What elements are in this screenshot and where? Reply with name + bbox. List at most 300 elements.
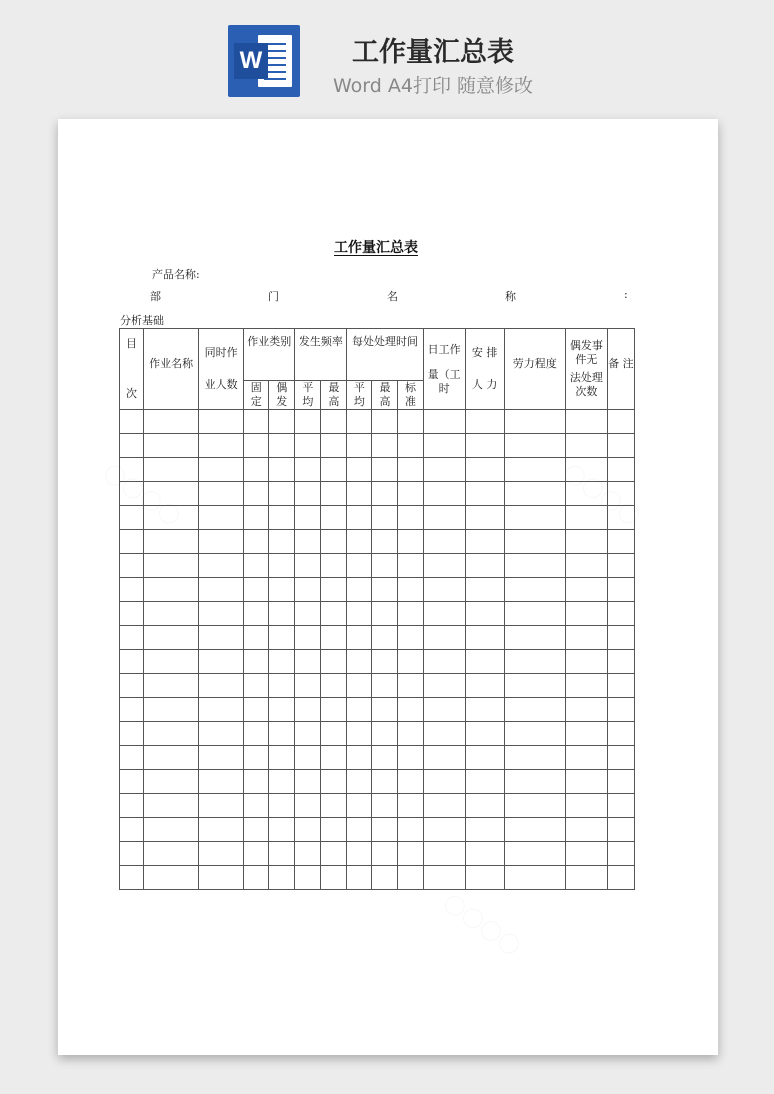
- table-cell[interactable]: [295, 554, 321, 578]
- table-cell[interactable]: [347, 458, 372, 482]
- table-cell[interactable]: [565, 410, 607, 434]
- table-cell[interactable]: [465, 674, 504, 698]
- table-cell[interactable]: [295, 578, 321, 602]
- table-cell[interactable]: [372, 554, 398, 578]
- table-cell[interactable]: [398, 794, 423, 818]
- table-cell[interactable]: [372, 794, 398, 818]
- table-cell[interactable]: [120, 674, 144, 698]
- table-cell[interactable]: [244, 554, 269, 578]
- table-cell[interactable]: [244, 722, 269, 746]
- table-cell[interactable]: [423, 746, 465, 770]
- table-cell[interactable]: [607, 578, 634, 602]
- table-cell[interactable]: [398, 602, 423, 626]
- table-cell[interactable]: [244, 482, 269, 506]
- table-cell[interactable]: [398, 650, 423, 674]
- table-cell[interactable]: [295, 626, 321, 650]
- table-cell[interactable]: [347, 410, 372, 434]
- table-cell[interactable]: [321, 674, 347, 698]
- table-cell[interactable]: [465, 410, 504, 434]
- table-cell[interactable]: [347, 578, 372, 602]
- table-cell[interactable]: [607, 674, 634, 698]
- table-cell[interactable]: [199, 626, 244, 650]
- table-cell[interactable]: [565, 578, 607, 602]
- table-cell[interactable]: [465, 698, 504, 722]
- table-cell[interactable]: [565, 602, 607, 626]
- table-cell[interactable]: [321, 530, 347, 554]
- table-cell[interactable]: [504, 818, 565, 842]
- table-cell[interactable]: [295, 530, 321, 554]
- table-cell[interactable]: [321, 698, 347, 722]
- table-cell[interactable]: [607, 650, 634, 674]
- table-cell[interactable]: [347, 818, 372, 842]
- table-cell[interactable]: [607, 602, 634, 626]
- table-cell[interactable]: [199, 410, 244, 434]
- table-cell[interactable]: [269, 674, 295, 698]
- table-cell[interactable]: [244, 458, 269, 482]
- table-cell[interactable]: [607, 554, 634, 578]
- table-cell[interactable]: [144, 818, 199, 842]
- table-cell[interactable]: [504, 650, 565, 674]
- table-cell[interactable]: [295, 458, 321, 482]
- table-cell[interactable]: [423, 674, 465, 698]
- table-cell[interactable]: [269, 410, 295, 434]
- table-cell[interactable]: [607, 866, 634, 890]
- table-cell[interactable]: [244, 770, 269, 794]
- table-cell[interactable]: [398, 554, 423, 578]
- table-cell[interactable]: [199, 674, 244, 698]
- table-cell[interactable]: [295, 722, 321, 746]
- table-cell[interactable]: [347, 794, 372, 818]
- table-cell[interactable]: [465, 770, 504, 794]
- table-cell[interactable]: [199, 578, 244, 602]
- table-cell[interactable]: [295, 842, 321, 866]
- table-cell[interactable]: [372, 722, 398, 746]
- table-cell[interactable]: [398, 410, 423, 434]
- table-cell[interactable]: [423, 842, 465, 866]
- table-cell[interactable]: [504, 698, 565, 722]
- table-cell[interactable]: [398, 818, 423, 842]
- table-cell[interactable]: [321, 626, 347, 650]
- table-cell[interactable]: [199, 794, 244, 818]
- table-cell[interactable]: [504, 578, 565, 602]
- table-cell[interactable]: [295, 866, 321, 890]
- table-cell[interactable]: [504, 674, 565, 698]
- table-cell[interactable]: [398, 866, 423, 890]
- table-cell[interactable]: [269, 650, 295, 674]
- table-cell[interactable]: [269, 458, 295, 482]
- table-cell[interactable]: [465, 722, 504, 746]
- table-cell[interactable]: [144, 866, 199, 890]
- table-cell[interactable]: [607, 506, 634, 530]
- table-cell[interactable]: [144, 554, 199, 578]
- table-cell[interactable]: [244, 626, 269, 650]
- table-cell[interactable]: [347, 650, 372, 674]
- table-cell[interactable]: [269, 602, 295, 626]
- table-cell[interactable]: [398, 722, 423, 746]
- table-cell[interactable]: [398, 458, 423, 482]
- table-cell[interactable]: [321, 554, 347, 578]
- table-cell[interactable]: [423, 866, 465, 890]
- table-cell[interactable]: [565, 434, 607, 458]
- table-cell[interactable]: [120, 578, 144, 602]
- table-cell[interactable]: [244, 410, 269, 434]
- table-cell[interactable]: [372, 530, 398, 554]
- table-cell[interactable]: [347, 602, 372, 626]
- table-cell[interactable]: [144, 482, 199, 506]
- table-cell[interactable]: [372, 602, 398, 626]
- table-cell[interactable]: [295, 674, 321, 698]
- table-cell[interactable]: [398, 626, 423, 650]
- table-cell[interactable]: [372, 698, 398, 722]
- table-cell[interactable]: [244, 866, 269, 890]
- table-cell[interactable]: [295, 818, 321, 842]
- table-cell[interactable]: [465, 818, 504, 842]
- table-cell[interactable]: [269, 578, 295, 602]
- table-cell[interactable]: [269, 866, 295, 890]
- table-cell[interactable]: [269, 722, 295, 746]
- table-cell[interactable]: [321, 602, 347, 626]
- table-cell[interactable]: [423, 506, 465, 530]
- table-cell[interactable]: [423, 722, 465, 746]
- table-cell[interactable]: [347, 770, 372, 794]
- table-cell[interactable]: [465, 602, 504, 626]
- table-cell[interactable]: [244, 530, 269, 554]
- table-cell[interactable]: [465, 458, 504, 482]
- table-cell[interactable]: [607, 410, 634, 434]
- table-cell[interactable]: [398, 698, 423, 722]
- table-cell[interactable]: [372, 578, 398, 602]
- table-cell[interactable]: [465, 434, 504, 458]
- table-cell[interactable]: [269, 794, 295, 818]
- table-cell[interactable]: [372, 458, 398, 482]
- table-cell[interactable]: [372, 434, 398, 458]
- table-cell[interactable]: [565, 674, 607, 698]
- table-cell[interactable]: [321, 434, 347, 458]
- table-cell[interactable]: [565, 746, 607, 770]
- table-cell[interactable]: [565, 722, 607, 746]
- table-cell[interactable]: [244, 650, 269, 674]
- table-cell[interactable]: [295, 746, 321, 770]
- table-cell[interactable]: [465, 578, 504, 602]
- table-cell[interactable]: [347, 482, 372, 506]
- table-cell[interactable]: [244, 818, 269, 842]
- table-cell[interactable]: [199, 722, 244, 746]
- table-cell[interactable]: [423, 578, 465, 602]
- table-cell[interactable]: [607, 626, 634, 650]
- table-cell[interactable]: [372, 746, 398, 770]
- table-cell[interactable]: [347, 506, 372, 530]
- table-cell[interactable]: [144, 770, 199, 794]
- table-cell[interactable]: [321, 410, 347, 434]
- table-cell[interactable]: [398, 770, 423, 794]
- table-cell[interactable]: [504, 506, 565, 530]
- table-cell[interactable]: [423, 818, 465, 842]
- table-cell[interactable]: [120, 410, 144, 434]
- table-cell[interactable]: [565, 770, 607, 794]
- table-cell[interactable]: [199, 650, 244, 674]
- table-cell[interactable]: [199, 842, 244, 866]
- table-cell[interactable]: [565, 842, 607, 866]
- table-cell[interactable]: [607, 770, 634, 794]
- table-cell[interactable]: [144, 794, 199, 818]
- table-cell[interactable]: [504, 602, 565, 626]
- table-cell[interactable]: [504, 842, 565, 866]
- table-cell[interactable]: [144, 674, 199, 698]
- table-cell[interactable]: [372, 842, 398, 866]
- table-cell[interactable]: [321, 578, 347, 602]
- table-cell[interactable]: [607, 818, 634, 842]
- table-cell[interactable]: [144, 506, 199, 530]
- table-cell[interactable]: [199, 458, 244, 482]
- table-cell[interactable]: [295, 410, 321, 434]
- table-cell[interactable]: [120, 770, 144, 794]
- table-cell[interactable]: [565, 530, 607, 554]
- table-cell[interactable]: [565, 626, 607, 650]
- table-cell[interactable]: [244, 674, 269, 698]
- table-cell[interactable]: [465, 866, 504, 890]
- table-cell[interactable]: [607, 458, 634, 482]
- table-cell[interactable]: [199, 602, 244, 626]
- table-cell[interactable]: [120, 530, 144, 554]
- table-cell[interactable]: [347, 674, 372, 698]
- table-cell[interactable]: [199, 746, 244, 770]
- table-cell[interactable]: [321, 746, 347, 770]
- table-cell[interactable]: [321, 842, 347, 866]
- table-cell[interactable]: [504, 434, 565, 458]
- table-cell[interactable]: [398, 434, 423, 458]
- table-cell[interactable]: [144, 530, 199, 554]
- table-cell[interactable]: [565, 650, 607, 674]
- table-cell[interactable]: [120, 554, 144, 578]
- table-cell[interactable]: [504, 770, 565, 794]
- table-cell[interactable]: [423, 410, 465, 434]
- table-cell[interactable]: [423, 530, 465, 554]
- table-cell[interactable]: [295, 698, 321, 722]
- table-cell[interactable]: [120, 818, 144, 842]
- table-cell[interactable]: [607, 842, 634, 866]
- table-cell[interactable]: [269, 818, 295, 842]
- table-cell[interactable]: [347, 842, 372, 866]
- table-cell[interactable]: [504, 626, 565, 650]
- table-cell[interactable]: [244, 602, 269, 626]
- table-cell[interactable]: [269, 626, 295, 650]
- table-cell[interactable]: [372, 866, 398, 890]
- table-cell[interactable]: [120, 458, 144, 482]
- table-cell[interactable]: [120, 698, 144, 722]
- table-cell[interactable]: [269, 746, 295, 770]
- table-cell[interactable]: [504, 866, 565, 890]
- table-cell[interactable]: [144, 458, 199, 482]
- table-cell[interactable]: [144, 698, 199, 722]
- table-cell[interactable]: [321, 794, 347, 818]
- table-cell[interactable]: [423, 794, 465, 818]
- table-cell[interactable]: [199, 434, 244, 458]
- table-cell[interactable]: [269, 698, 295, 722]
- table-cell[interactable]: [120, 722, 144, 746]
- table-cell[interactable]: [465, 746, 504, 770]
- table-cell[interactable]: [321, 506, 347, 530]
- table-cell[interactable]: [120, 866, 144, 890]
- table-cell[interactable]: [398, 746, 423, 770]
- table-cell[interactable]: [244, 506, 269, 530]
- table-cell[interactable]: [199, 506, 244, 530]
- table-cell[interactable]: [199, 818, 244, 842]
- table-cell[interactable]: [295, 770, 321, 794]
- table-cell[interactable]: [347, 866, 372, 890]
- table-cell[interactable]: [398, 530, 423, 554]
- table-cell[interactable]: [347, 746, 372, 770]
- table-cell[interactable]: [199, 866, 244, 890]
- table-cell[interactable]: [607, 698, 634, 722]
- table-cell[interactable]: [423, 698, 465, 722]
- table-cell[interactable]: [244, 794, 269, 818]
- table-cell[interactable]: [372, 818, 398, 842]
- table-cell[interactable]: [504, 554, 565, 578]
- table-cell[interactable]: [504, 530, 565, 554]
- table-cell[interactable]: [321, 458, 347, 482]
- table-cell[interactable]: [565, 866, 607, 890]
- table-cell[interactable]: [269, 530, 295, 554]
- table-cell[interactable]: [607, 722, 634, 746]
- table-cell[interactable]: [504, 410, 565, 434]
- table-cell[interactable]: [565, 506, 607, 530]
- table-cell[interactable]: [465, 626, 504, 650]
- table-cell[interactable]: [347, 530, 372, 554]
- table-cell[interactable]: [269, 506, 295, 530]
- table-cell[interactable]: [321, 650, 347, 674]
- table-cell[interactable]: [244, 842, 269, 866]
- table-cell[interactable]: [423, 626, 465, 650]
- table-cell[interactable]: [565, 794, 607, 818]
- table-cell[interactable]: [295, 794, 321, 818]
- table-cell[interactable]: [269, 482, 295, 506]
- table-cell[interactable]: [120, 506, 144, 530]
- table-cell[interactable]: [347, 554, 372, 578]
- table-cell[interactable]: [607, 794, 634, 818]
- table-cell[interactable]: [120, 746, 144, 770]
- table-cell[interactable]: [398, 482, 423, 506]
- table-cell[interactable]: [269, 770, 295, 794]
- table-cell[interactable]: [144, 626, 199, 650]
- table-cell[interactable]: [504, 458, 565, 482]
- table-cell[interactable]: [398, 842, 423, 866]
- table-cell[interactable]: [199, 554, 244, 578]
- table-cell[interactable]: [504, 746, 565, 770]
- table-cell[interactable]: [372, 626, 398, 650]
- table-cell[interactable]: [423, 650, 465, 674]
- table-cell[interactable]: [465, 530, 504, 554]
- table-cell[interactable]: [347, 698, 372, 722]
- table-cell[interactable]: [269, 842, 295, 866]
- table-cell[interactable]: [244, 698, 269, 722]
- table-cell[interactable]: [607, 530, 634, 554]
- table-cell[interactable]: [465, 842, 504, 866]
- table-cell[interactable]: [144, 722, 199, 746]
- table-cell[interactable]: [199, 698, 244, 722]
- table-cell[interactable]: [199, 770, 244, 794]
- table-cell[interactable]: [372, 674, 398, 698]
- table-cell[interactable]: [144, 602, 199, 626]
- table-cell[interactable]: [347, 722, 372, 746]
- table-cell[interactable]: [372, 410, 398, 434]
- table-cell[interactable]: [295, 650, 321, 674]
- table-cell[interactable]: [321, 482, 347, 506]
- table-cell[interactable]: [465, 506, 504, 530]
- table-cell[interactable]: [321, 722, 347, 746]
- table-cell[interactable]: [144, 434, 199, 458]
- table-cell[interactable]: [144, 410, 199, 434]
- table-cell[interactable]: [321, 866, 347, 890]
- table-cell[interactable]: [504, 482, 565, 506]
- table-cell[interactable]: [465, 482, 504, 506]
- table-cell[interactable]: [398, 674, 423, 698]
- table-cell[interactable]: [607, 434, 634, 458]
- table-cell[interactable]: [295, 506, 321, 530]
- table-cell[interactable]: [199, 530, 244, 554]
- table-cell[interactable]: [269, 434, 295, 458]
- table-cell[interactable]: [372, 770, 398, 794]
- table-cell[interactable]: [565, 482, 607, 506]
- table-cell[interactable]: [144, 746, 199, 770]
- table-cell[interactable]: [423, 770, 465, 794]
- table-cell[interactable]: [244, 434, 269, 458]
- table-cell[interactable]: [244, 578, 269, 602]
- table-cell[interactable]: [120, 842, 144, 866]
- table-cell[interactable]: [423, 458, 465, 482]
- table-cell[interactable]: [423, 554, 465, 578]
- table-cell[interactable]: [504, 794, 565, 818]
- table-cell[interactable]: [372, 506, 398, 530]
- table-cell[interactable]: [565, 458, 607, 482]
- table-cell[interactable]: [295, 434, 321, 458]
- table-cell[interactable]: [295, 482, 321, 506]
- table-cell[interactable]: [423, 434, 465, 458]
- table-cell[interactable]: [144, 578, 199, 602]
- table-cell[interactable]: [120, 794, 144, 818]
- table-cell[interactable]: [565, 554, 607, 578]
- table-cell[interactable]: [199, 482, 244, 506]
- table-cell[interactable]: [565, 818, 607, 842]
- table-cell[interactable]: [372, 482, 398, 506]
- table-cell[interactable]: [244, 746, 269, 770]
- table-cell[interactable]: [423, 602, 465, 626]
- table-cell[interactable]: [372, 650, 398, 674]
- table-cell[interactable]: [321, 818, 347, 842]
- table-cell[interactable]: [347, 626, 372, 650]
- table-cell[interactable]: [465, 554, 504, 578]
- table-cell[interactable]: [423, 482, 465, 506]
- table-cell[interactable]: [144, 650, 199, 674]
- table-cell[interactable]: [120, 602, 144, 626]
- table-cell[interactable]: [398, 578, 423, 602]
- table-cell[interactable]: [144, 842, 199, 866]
- table-cell[interactable]: [347, 434, 372, 458]
- table-cell[interactable]: [321, 770, 347, 794]
- table-cell[interactable]: [607, 746, 634, 770]
- table-cell[interactable]: [295, 602, 321, 626]
- table-cell[interactable]: [120, 434, 144, 458]
- table-cell[interactable]: [465, 794, 504, 818]
- table-cell[interactable]: [120, 482, 144, 506]
- table-cell[interactable]: [120, 626, 144, 650]
- table-cell[interactable]: [565, 698, 607, 722]
- table-cell[interactable]: [398, 506, 423, 530]
- table-cell[interactable]: [504, 722, 565, 746]
- table-cell[interactable]: [465, 650, 504, 674]
- table-cell[interactable]: [607, 482, 634, 506]
- table-cell[interactable]: [120, 650, 144, 674]
- table-cell[interactable]: [269, 554, 295, 578]
